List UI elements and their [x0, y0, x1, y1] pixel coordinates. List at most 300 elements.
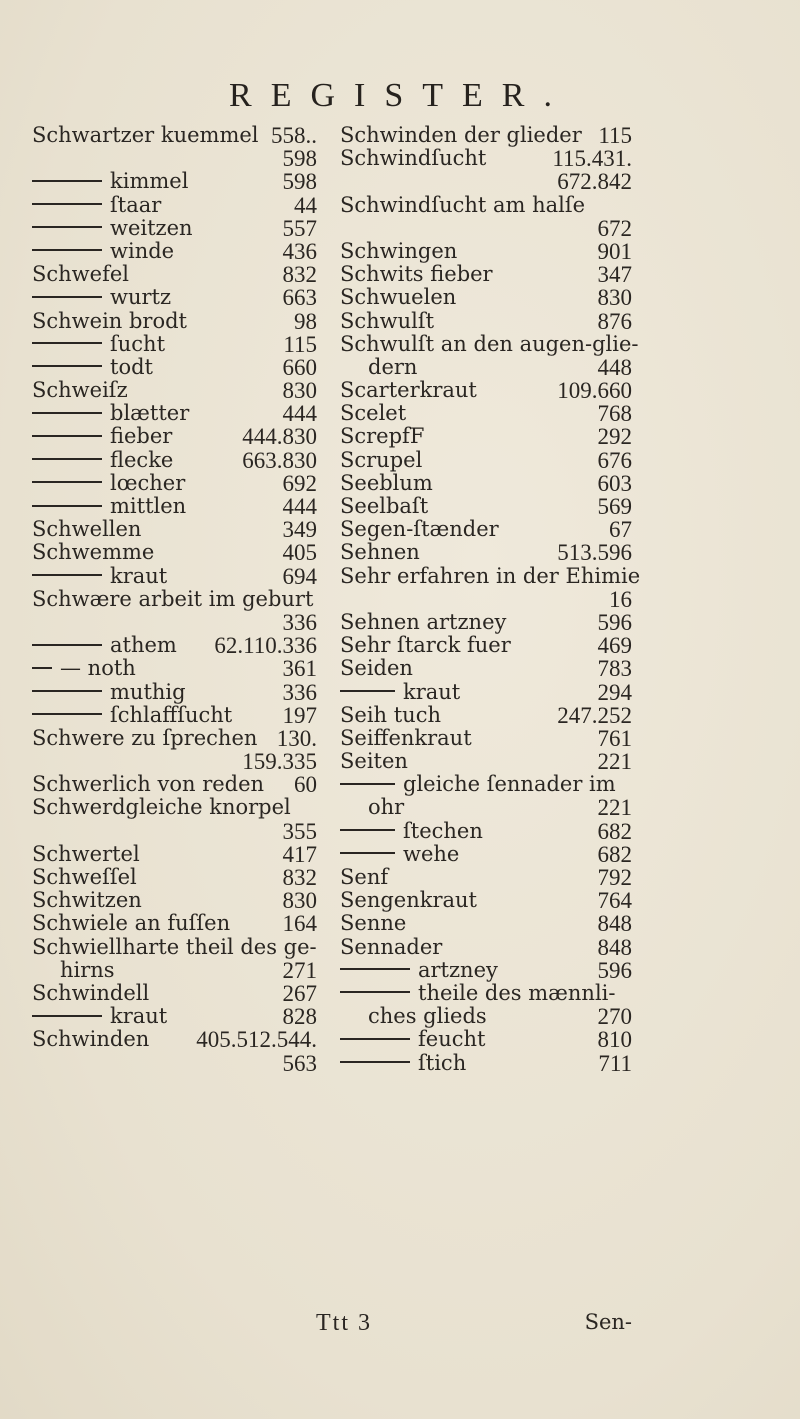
- index-entry: [340, 563, 641, 588]
- index-entry: [32, 333, 317, 356]
- entry-term-text: Scarterkraut: [340, 378, 477, 403]
- index-entry: [32, 217, 317, 240]
- entry-term: [32, 936, 317, 959]
- index-entry: [32, 750, 317, 773]
- entry-term: [340, 286, 456, 309]
- entry-term: [32, 472, 185, 495]
- index-entry: [32, 843, 317, 866]
- ditto-dash: [32, 574, 102, 576]
- entry-term: [340, 727, 472, 750]
- entry-page-numbers: 292: [597, 424, 632, 450]
- entry-page-numbers: 682: [597, 818, 632, 844]
- entry-term: [340, 379, 477, 402]
- entry-page-numbers: 347: [597, 262, 632, 288]
- entry-page-numbers: 563: [282, 1050, 317, 1076]
- ditto-dash: [340, 829, 395, 831]
- entry-term: [340, 936, 442, 959]
- entry-term: [340, 310, 434, 333]
- entry-page-numbers: 16: [609, 586, 632, 612]
- entry-page-numbers: 598: [282, 146, 317, 172]
- ditto-dash: [340, 991, 410, 993]
- index-entry: [340, 1005, 632, 1028]
- catchword: Sen-: [584, 1310, 632, 1334]
- entry-page-numbers: 67: [609, 517, 632, 543]
- index-entry: [340, 194, 632, 217]
- entry-page-numbers: 663: [282, 285, 317, 311]
- entry-term: [340, 449, 422, 472]
- entry-term-text: athem: [110, 633, 177, 658]
- entry-page-numbers: 448: [597, 354, 632, 380]
- index-entry: [32, 796, 317, 819]
- entry-term: [340, 124, 582, 147]
- entry-term-text: Seiten: [340, 749, 408, 774]
- entry-term: [368, 796, 404, 819]
- index-entry: [32, 936, 317, 959]
- entry-term: [32, 796, 291, 819]
- entry-term-text: ScrepfF: [340, 424, 425, 449]
- entry-term: [32, 333, 165, 356]
- ditto-dash: [32, 249, 102, 251]
- entry-page-numbers: 62.110.336: [214, 633, 317, 659]
- entry-term: [32, 379, 128, 402]
- ditto-dash: [340, 968, 410, 970]
- entry-term: [32, 912, 230, 935]
- entry-term-text: Schwefel: [32, 262, 129, 287]
- index-entry: [32, 773, 317, 796]
- entry-term-text: Sengenkraut: [340, 888, 477, 913]
- entry-page-numbers: 436: [282, 238, 317, 264]
- entry-page-numbers: 692: [282, 470, 317, 496]
- index-entry: [340, 240, 632, 263]
- entry-term: [32, 1005, 167, 1028]
- ditto-dash: [32, 458, 102, 460]
- entry-term-text: Sehr erfahren in der Ehimie: [340, 563, 641, 588]
- entry-term: [32, 588, 313, 611]
- entry-term: [340, 263, 493, 286]
- index-entry: [32, 1028, 317, 1051]
- entry-term: [32, 402, 189, 425]
- entry-term-text: ſtich: [418, 1050, 467, 1075]
- index-entry: [32, 449, 317, 472]
- entry-term-text: flecke: [110, 447, 174, 472]
- index-entry: [32, 1052, 317, 1075]
- index-entry: [32, 727, 317, 750]
- entry-term: [32, 681, 186, 704]
- entry-page-numbers: 663.830: [242, 447, 317, 473]
- entry-term-text: gleiche ſennader im: [403, 772, 616, 797]
- entry-page-numbers: 764: [597, 888, 632, 914]
- entry-page-numbers: 469: [597, 633, 632, 659]
- entry-term-text: wurtz: [110, 285, 172, 310]
- entry-page-numbers: 513.596: [557, 540, 632, 566]
- entry-page-numbers: 832: [282, 865, 317, 890]
- index-entry: [340, 286, 632, 309]
- entry-term-text: kimmel: [110, 169, 189, 194]
- entry-page-numbers: 405.512.544.: [196, 1027, 317, 1053]
- entry-term-text: Schwulſt: [340, 308, 435, 333]
- ditto-dash: [340, 783, 395, 785]
- entry-page-numbers: 164: [282, 911, 317, 937]
- index-entry: [340, 518, 632, 541]
- entry-term: [340, 194, 585, 217]
- index-entry: [32, 170, 317, 193]
- entry-term-text: Schwingen: [340, 238, 458, 263]
- entry-term: [340, 843, 459, 866]
- entry-page-numbers: 569: [597, 494, 632, 519]
- entry-term: [32, 634, 177, 657]
- ditto-dash: [340, 1038, 410, 1040]
- entry-term-text: kraut: [110, 1004, 168, 1029]
- entry-term: [32, 495, 186, 518]
- entry-page-numbers: 557: [282, 215, 317, 241]
- entry-page-numbers: 830: [282, 378, 317, 404]
- entry-term-text: Schweiſz: [32, 378, 128, 403]
- entry-term-text: Schwits fieber: [340, 262, 493, 287]
- entry-term: [340, 1052, 466, 1075]
- entry-page-numbers: 676: [597, 447, 632, 473]
- index-entry: [32, 124, 317, 147]
- ditto-dash: [32, 342, 102, 344]
- index-entry: [340, 820, 632, 843]
- entry-term-text: Schwinden der glieder: [340, 123, 582, 147]
- entry-term-text: Schwuelen: [340, 285, 457, 310]
- entry-page-numbers: 197: [282, 702, 317, 728]
- entry-term: [32, 310, 187, 333]
- entry-page-numbers: 672.842: [557, 169, 632, 195]
- entry-term-text: Schwertel: [32, 841, 140, 866]
- index-entry: [340, 843, 632, 866]
- index-entry: [340, 124, 632, 147]
- entry-term: [368, 1005, 487, 1028]
- index-entry: [340, 263, 632, 286]
- index-entry: [32, 820, 317, 843]
- index-entry: [32, 1005, 317, 1028]
- entry-term-text: ſtechen: [403, 818, 483, 843]
- index-entry: [32, 147, 317, 170]
- entry-term: [32, 286, 171, 309]
- entry-term-text: todt: [110, 354, 153, 379]
- index-entry: [340, 634, 632, 657]
- entry-term-text: ſtaar: [110, 192, 162, 217]
- ditto-dash: [32, 412, 102, 414]
- entry-page-numbers: 355: [282, 818, 317, 844]
- entry-term: [32, 170, 188, 193]
- ditto-dash: [32, 644, 102, 646]
- index-entry: [340, 936, 632, 959]
- index-entry: [340, 449, 632, 472]
- index-entry: [32, 356, 317, 379]
- entry-term-text: mittlen: [110, 494, 187, 518]
- entry-page-numbers: 444: [282, 401, 317, 427]
- entry-page-numbers: 115.431.: [552, 146, 632, 172]
- index-entry: [32, 611, 317, 634]
- entry-page-numbers: 336: [282, 609, 317, 635]
- entry-term-text: Schwerdgleiche knorpel: [32, 795, 291, 820]
- entry-page-numbers: 828: [282, 1004, 317, 1030]
- index-entry: [32, 379, 317, 402]
- entry-term: [340, 611, 506, 634]
- entry-term: [340, 472, 433, 495]
- index-entry: [32, 472, 317, 495]
- signature-mark: Ttt 3: [316, 1310, 372, 1336]
- entry-term: [60, 959, 115, 982]
- entry-term: [32, 889, 142, 912]
- entry-term-text: Sennader: [340, 934, 443, 959]
- index-entry: [340, 1028, 632, 1051]
- index-entry: [32, 912, 317, 935]
- index-entry: [32, 402, 317, 425]
- entry-page-numbers: 271: [282, 957, 317, 983]
- ditto-dash: [32, 1015, 102, 1017]
- entry-term: [32, 541, 154, 564]
- entry-term: [32, 217, 193, 240]
- entry-term: [340, 634, 511, 657]
- entry-term-text: Seih tuch: [340, 702, 441, 727]
- entry-term-text: lœcher: [110, 470, 186, 495]
- entry-page-numbers: 596: [597, 957, 632, 983]
- index-entry: [340, 727, 632, 750]
- entry-page-numbers: 109.660: [557, 378, 632, 404]
- index-entry: [32, 518, 317, 541]
- entry-term-text: Schwindſucht: [340, 146, 487, 171]
- index-entry: [340, 170, 632, 193]
- entry-term-text: Senne: [340, 911, 407, 936]
- entry-term: [368, 356, 417, 379]
- ditto-dash: [32, 435, 102, 437]
- entry-term: [32, 843, 140, 866]
- entry-page-numbers: 901: [597, 238, 632, 264]
- entry-term-text: kraut: [110, 563, 168, 588]
- entry-term-text: Segen-ſtænder: [340, 517, 499, 542]
- ditto-dash: [32, 505, 102, 507]
- entry-term-text: Schweſſel: [32, 865, 137, 889]
- entry-term-text: ſucht: [110, 331, 166, 356]
- entry-term-text: ſchlaffſucht: [110, 702, 233, 727]
- entry-term: [340, 750, 408, 773]
- entry-term: [32, 425, 172, 448]
- ditto-dash: [32, 296, 102, 298]
- right-column: [340, 123, 641, 1076]
- entry-term-text: Schwartzer kuemmel: [32, 123, 259, 147]
- ditto-dash: [340, 1061, 410, 1063]
- ditto-dash: [32, 203, 102, 205]
- index-entry: [32, 959, 317, 982]
- entry-term-text: fieber: [110, 424, 173, 449]
- index-entry: [32, 889, 317, 912]
- entry-page-numbers: 848: [597, 911, 632, 937]
- entry-term-text: Sehr ſtarck fuer: [340, 633, 511, 658]
- entry-term-text: ches glieds: [368, 1004, 487, 1029]
- index-entry: [340, 356, 632, 379]
- index-entry: [340, 331, 639, 356]
- index-entry: [32, 286, 317, 309]
- entry-page-numbers: 830: [282, 888, 317, 914]
- entry-page-numbers: 783: [597, 656, 632, 682]
- entry-page-numbers: 115: [283, 331, 317, 357]
- index-entry: [340, 147, 632, 170]
- entry-term: [340, 495, 428, 518]
- entry-term-text: Schwemme: [32, 540, 155, 565]
- entry-term-text: — noth: [60, 656, 136, 681]
- entry-term-text: Scelet: [340, 401, 407, 426]
- entry-term-text: Schwere zu ſprechen: [32, 725, 258, 750]
- entry-page-numbers: 792: [597, 865, 632, 890]
- index-entry: [340, 379, 632, 402]
- entry-term: [340, 402, 406, 425]
- entry-term: [32, 124, 259, 147]
- entry-term-text: Schwære arbeit im geburt: [32, 586, 314, 611]
- entry-page-numbers: 694: [282, 563, 317, 589]
- entry-page-numbers: 349: [282, 517, 317, 543]
- entry-term-text: Scrupel: [340, 447, 423, 472]
- entry-page-numbers: 444.830: [242, 424, 317, 450]
- entry-term-text: kraut: [403, 679, 461, 704]
- index-entry: [32, 425, 317, 448]
- entry-term-text: Schwellen: [32, 517, 142, 542]
- entry-page-numbers: 682: [597, 841, 632, 867]
- ditto-dash: [32, 365, 102, 367]
- entry-term-text: winde: [110, 238, 175, 263]
- entry-term: [32, 194, 161, 217]
- index-entry: [32, 495, 317, 518]
- entry-page-numbers: 405: [282, 540, 317, 566]
- index-entry: [340, 959, 632, 982]
- entry-term-text: Sehnen artzney: [340, 609, 507, 634]
- index-entry: [32, 657, 317, 680]
- entry-page-numbers: 810: [597, 1027, 632, 1053]
- entry-page-numbers: 603: [597, 470, 632, 496]
- entry-term-text: Seiffenkraut: [340, 725, 472, 750]
- entry-term-text: theile des mænnli-: [418, 980, 616, 1005]
- entry-page-numbers: 130.: [276, 725, 317, 751]
- entry-term-text: Senf: [340, 865, 389, 889]
- entry-page-numbers: 830: [597, 285, 632, 311]
- entry-page-numbers: 417: [282, 841, 317, 867]
- entry-page-numbers: 221: [597, 795, 632, 821]
- entry-term-text: weitzen: [110, 215, 193, 240]
- entry-term-text: Schwindell: [32, 980, 150, 1005]
- page-title: REGISTER.: [229, 77, 571, 114]
- entry-term: [32, 240, 174, 263]
- entry-term-text: Schwitzen: [32, 888, 142, 913]
- entry-page-numbers: 247.252: [557, 702, 632, 728]
- index-entry: [340, 912, 632, 935]
- entry-term: [340, 147, 486, 170]
- index-entry: [340, 217, 632, 240]
- index-entry: [340, 611, 632, 634]
- entry-page-numbers: 294: [597, 679, 632, 705]
- entry-term: [32, 982, 149, 1005]
- index-entry: [32, 541, 317, 564]
- index-entry: [340, 541, 632, 564]
- entry-term-text: ohr: [368, 795, 405, 820]
- ditto-dash: [32, 667, 52, 669]
- entry-page-numbers: 848: [597, 934, 632, 960]
- entry-term: [340, 820, 483, 843]
- entry-page-numbers: 660: [282, 354, 317, 380]
- entry-page-numbers: 672: [597, 215, 632, 241]
- entry-term-text: wehe: [403, 841, 460, 866]
- index-entry: [340, 866, 632, 889]
- entry-page-numbers: 768: [597, 401, 632, 427]
- ditto-dash: [32, 713, 102, 715]
- entry-term: [340, 425, 424, 448]
- index-entry: [340, 889, 632, 912]
- entry-page-numbers: 761: [597, 725, 632, 751]
- entry-page-numbers: 159.335: [242, 749, 317, 775]
- index-entry: [340, 1052, 632, 1075]
- index-entry: [340, 657, 632, 680]
- ditto-dash: [340, 690, 395, 692]
- index-entry: [32, 982, 317, 1005]
- entry-term: [340, 240, 457, 263]
- entry-term-text: Sehnen: [340, 540, 420, 565]
- left-column: [32, 124, 317, 1075]
- entry-term: [32, 1028, 149, 1051]
- ditto-dash: [340, 852, 395, 854]
- index-entry: [32, 263, 317, 286]
- entry-term-text: dern: [368, 354, 418, 379]
- entry-term: [32, 518, 141, 541]
- entry-page-numbers: 598: [282, 169, 317, 195]
- entry-page-numbers: 267: [282, 980, 317, 1006]
- entry-term: [340, 1028, 485, 1051]
- entry-term: [340, 866, 388, 889]
- index-entry: [340, 704, 632, 727]
- entry-term-text: feucht: [418, 1027, 486, 1052]
- entry-term: [340, 657, 413, 680]
- entry-term-text: Seelbaſt: [340, 494, 429, 518]
- entry-term-text: Schwein brodt: [32, 308, 187, 333]
- entry-page-numbers: 60: [294, 772, 317, 798]
- entry-page-numbers: 336: [282, 679, 317, 705]
- index-entry: [32, 704, 317, 727]
- entry-term-text: Schwerlich von reden: [32, 772, 265, 797]
- entry-page-numbers: 361: [282, 656, 317, 682]
- entry-page-numbers: 115: [598, 123, 632, 148]
- index-entry: [340, 472, 632, 495]
- index-entry: [340, 588, 632, 611]
- entry-term: [32, 657, 136, 680]
- entry-term-text: Schwindſucht am halſe: [340, 192, 586, 217]
- entry-term: [340, 518, 499, 541]
- index-entry: [340, 425, 632, 448]
- entry-page-numbers: 98: [294, 308, 317, 334]
- entry-page-numbers: 596: [597, 609, 632, 635]
- index-entry: [340, 402, 632, 425]
- entry-term-text: Schwiellharte theil des ge-: [32, 934, 317, 959]
- entry-term-text: Seiden: [340, 656, 413, 681]
- entry-term-text: Seeblum: [340, 470, 433, 495]
- entry-term-text: Schwinden: [32, 1027, 150, 1052]
- index-entry: [32, 866, 317, 889]
- index-entry: [32, 588, 317, 611]
- entry-term: [340, 773, 616, 796]
- entry-page-numbers: 444: [282, 494, 317, 519]
- entry-term: [340, 982, 615, 1005]
- entry-term-text: hirns: [60, 957, 115, 982]
- entry-page-numbers: 270: [597, 1004, 632, 1030]
- entry-term: [340, 912, 406, 935]
- entry-term: [340, 681, 460, 704]
- entry-term: [340, 959, 498, 982]
- ditto-dash: [32, 180, 102, 182]
- index-entry: [340, 681, 632, 704]
- entry-term: [32, 866, 137, 889]
- entry-term: [340, 565, 640, 588]
- entry-term-text: blætter: [110, 401, 190, 426]
- index-entry: [340, 750, 632, 773]
